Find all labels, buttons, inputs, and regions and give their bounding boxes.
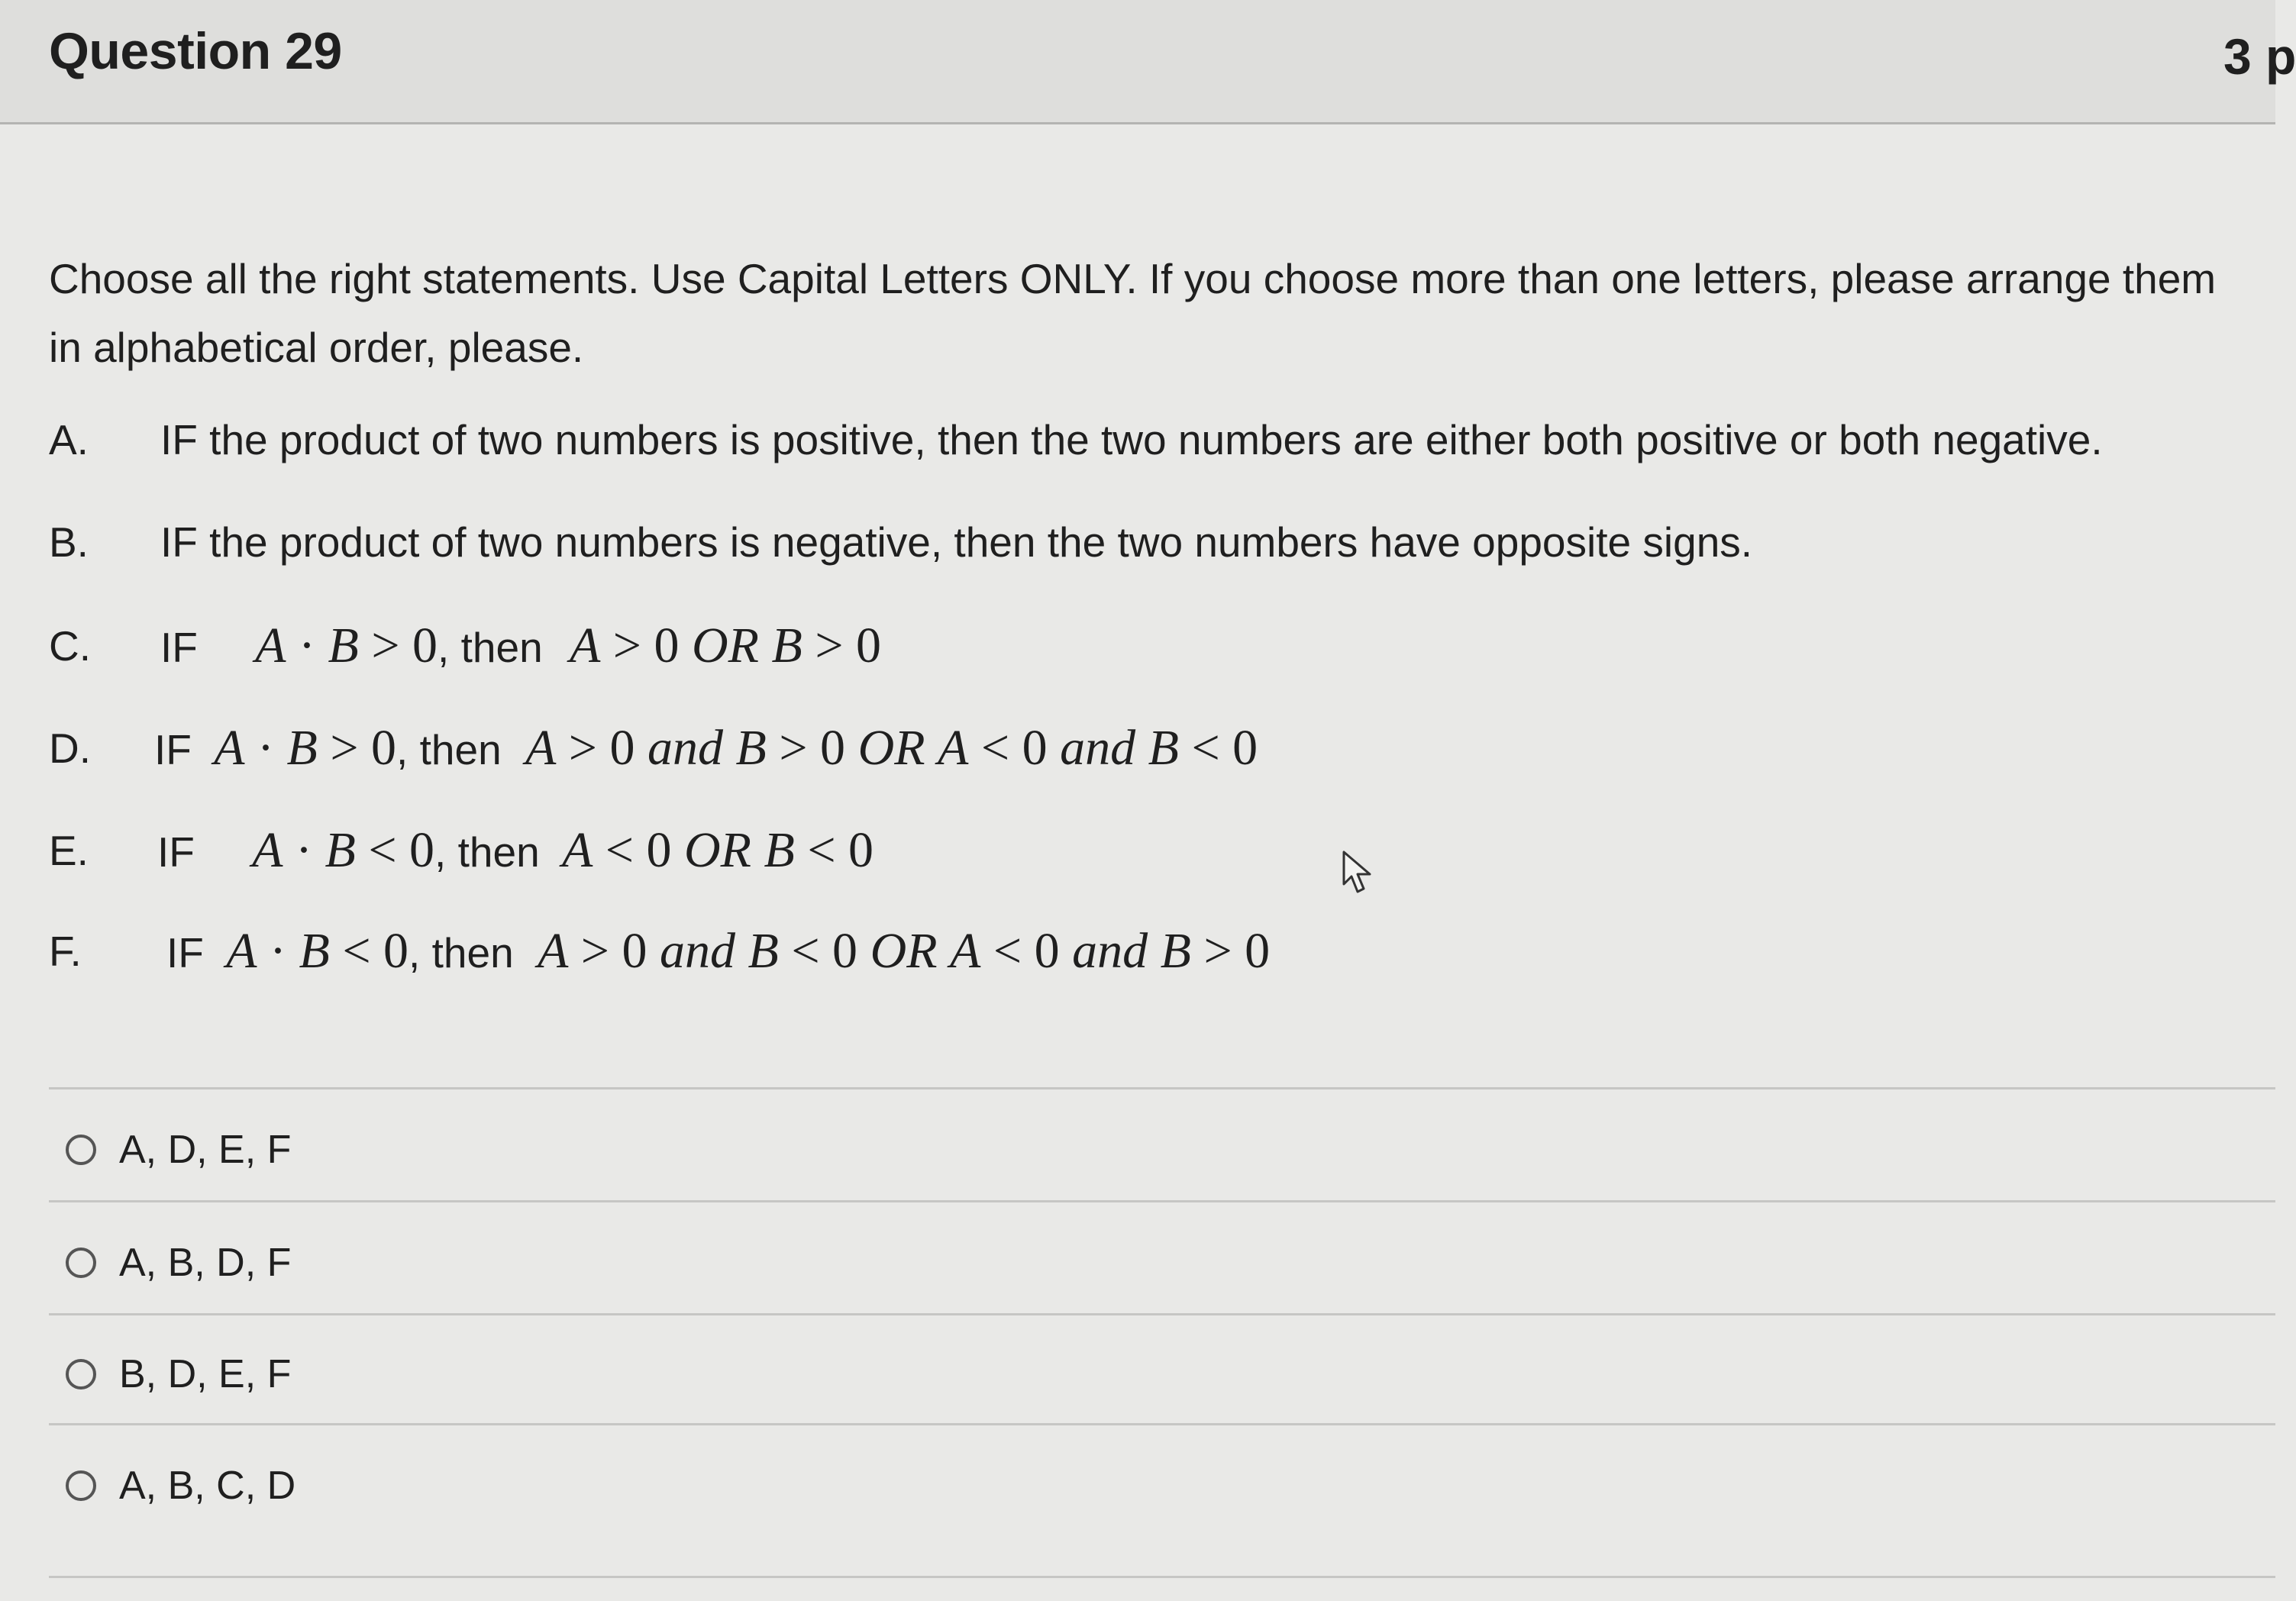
option-divider	[49, 1576, 2275, 1578]
statement-then: , then	[438, 624, 543, 671]
statement-prefix: IF	[157, 828, 195, 876]
question-instructions: Choose all the right statements. Use Capital Letters ONLY. If you choose more than one letters, please arrange them in alphabetical order, please.	[49, 255, 2217, 371]
answer-divider	[49, 1087, 2275, 1089]
question-points: 3 p	[2223, 28, 2296, 85]
statement-then: , then	[396, 726, 502, 773]
statement-letter: C.	[49, 622, 91, 670]
answer-option-3[interactable]	[66, 1344, 291, 1405]
answer-option-label: A, D, E, F	[119, 1128, 292, 1172]
statement-body	[160, 615, 881, 678]
radio-button[interactable]	[66, 1248, 96, 1278]
math-conclusion: A > 0 OR B > 0	[569, 618, 882, 673]
radio-button[interactable]	[66, 1470, 96, 1501]
statement-letter: B.	[49, 518, 89, 566]
statement-body	[157, 820, 874, 883]
math-condition: A · B > 0	[255, 618, 438, 673]
option-divider	[49, 1423, 2275, 1425]
statement-prefix: IF	[160, 624, 198, 671]
math-condition: A · B < 0	[252, 822, 435, 878]
math-conclusion: A > 0 and B > 0 OR A < 0 and B < 0	[525, 720, 1258, 776]
option-divider	[49, 1200, 2275, 1202]
option-divider	[49, 1313, 2275, 1315]
statement-letter: F.	[49, 928, 82, 975]
question-header	[0, 0, 2296, 124]
statement-prefix: IF	[154, 726, 192, 773]
math-condition: A · B > 0	[214, 720, 397, 776]
answer-option-4[interactable]	[66, 1455, 295, 1516]
answer-option-1[interactable]	[66, 1119, 291, 1180]
statement-prefix: IF	[166, 929, 204, 976]
statement-letter: E.	[49, 827, 89, 874]
answer-option-label: B, D, E, F	[119, 1352, 292, 1396]
question-title: Question 29	[49, 22, 342, 80]
statement-body	[166, 921, 1270, 983]
statement-letter: A.	[49, 416, 89, 463]
answer-option-label: A, B, D, F	[119, 1241, 292, 1285]
statement-text: IF the product of two numbers is positive, then the two numbers are either both positive or both negative.	[160, 416, 2103, 463]
answer-option-label: A, B, C, D	[119, 1464, 296, 1508]
math-condition: A · B < 0	[226, 923, 409, 979]
mouse-pointer-icon	[1341, 849, 1376, 895]
math-conclusion: A > 0 and B < 0 OR A < 0 and B > 0	[537, 923, 1271, 979]
statement-text: IF the product of two numbers is negative, then the two numbers have opposite signs.	[160, 518, 1753, 566]
statement-then: , then	[434, 828, 540, 876]
answer-option-2[interactable]	[66, 1232, 291, 1293]
statement-then: , then	[409, 929, 514, 976]
statement-letter: D.	[49, 725, 91, 772]
statement-body	[154, 718, 1258, 780]
math-conclusion: A < 0 OR B < 0	[561, 822, 874, 878]
radio-button[interactable]	[66, 1135, 96, 1165]
radio-button[interactable]	[66, 1359, 96, 1390]
